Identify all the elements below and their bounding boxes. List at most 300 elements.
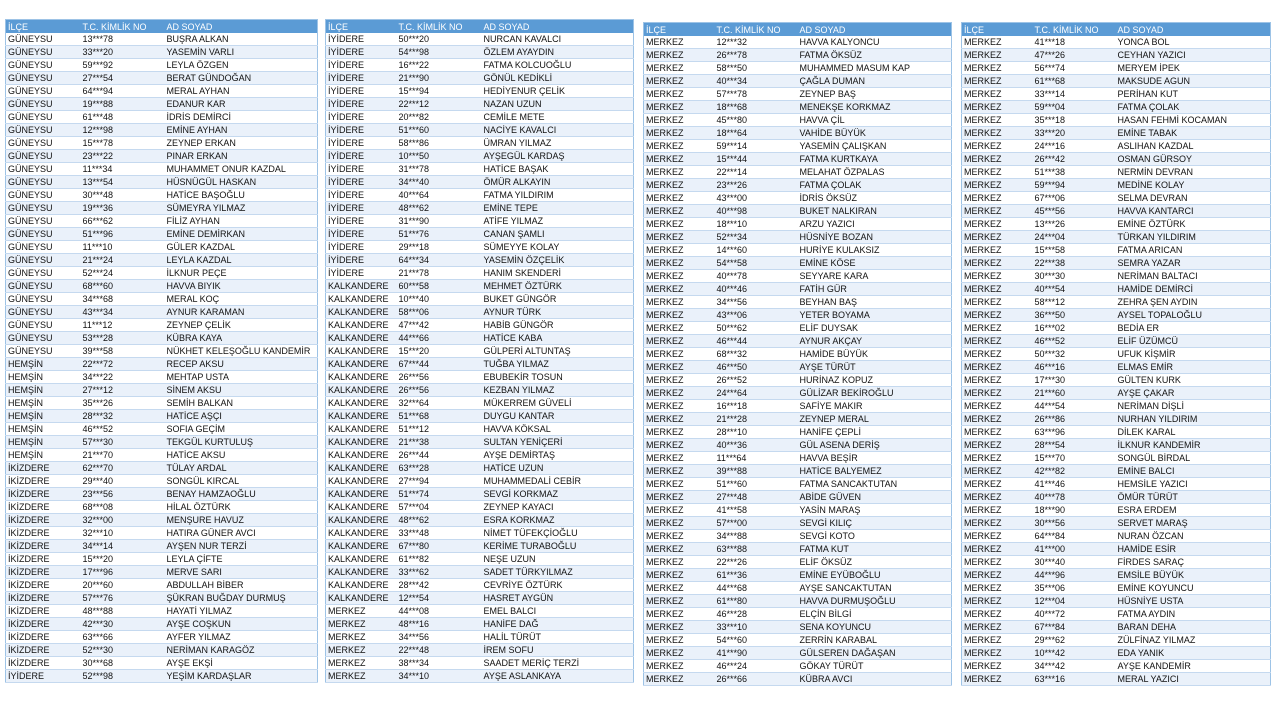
id-number-cell: 30***56 — [1033, 517, 1116, 530]
table-row — [962, 75, 1271, 88]
full-name-cell: CEMİLE METE — [482, 111, 634, 124]
district-cell: MERKEZ — [962, 465, 1033, 478]
table-row — [326, 306, 634, 319]
district-cell: MERKEZ — [962, 400, 1033, 413]
id-number-cell: 17***96 — [81, 566, 165, 579]
full-name-cell: NEŞE UZUN — [482, 553, 634, 566]
id-number-cell: 29***40 — [81, 475, 165, 488]
district-cell: GÜNEYSU — [6, 46, 81, 59]
full-name-cell: NAZAN UZUN — [482, 98, 634, 111]
district-cell: MERKEZ — [644, 244, 715, 257]
table-row — [6, 280, 318, 293]
table-row — [962, 478, 1271, 491]
district-cell: HEMŞİN — [6, 371, 81, 384]
table-row — [326, 436, 634, 449]
id-number-cell: 67***84 — [1033, 621, 1116, 634]
id-number-cell: 40***78 — [715, 270, 798, 283]
district-cell: MERKEZ — [644, 192, 715, 205]
district-cell: MERKEZ — [326, 644, 397, 657]
table-row — [326, 553, 634, 566]
district-cell: MERKEZ — [962, 244, 1033, 257]
table-row — [644, 270, 952, 283]
district-cell: MERKEZ — [644, 205, 715, 218]
district-cell: MERKEZ — [644, 257, 715, 270]
district-cell: MERKEZ — [644, 36, 715, 49]
district-cell: MERKEZ — [962, 309, 1033, 322]
id-number-cell: 40***64 — [397, 189, 482, 202]
table-panel-2 — [325, 19, 634, 683]
full-name-cell: MEHTAP USTA — [165, 371, 318, 384]
table-row — [962, 647, 1271, 660]
id-number-cell: 46***44 — [715, 335, 798, 348]
id-number-cell: 22***48 — [397, 644, 482, 657]
district-cell: KALKANDERE — [326, 462, 397, 475]
id-number-cell: 35***26 — [81, 397, 165, 410]
full-name-cell: ZÜLFİNAZ YILMAZ — [1116, 634, 1271, 647]
id-number-cell: 21***28 — [715, 413, 798, 426]
id-number-cell: 42***30 — [81, 618, 165, 631]
table-row — [326, 163, 634, 176]
table-row — [326, 358, 634, 371]
full-name-cell: HATİCE AŞÇI — [165, 410, 318, 423]
district-cell: GÜNEYSU — [6, 306, 81, 319]
full-name-cell: EDANUR KAR — [165, 98, 318, 111]
id-number-cell: 28***10 — [715, 426, 798, 439]
table-row — [6, 384, 318, 397]
table-row — [6, 241, 318, 254]
full-name-cell: ELMAS EMİR — [1116, 361, 1271, 374]
id-number-cell: 19***36 — [81, 202, 165, 215]
full-name-cell: SİNEM AKSU — [165, 384, 318, 397]
id-number-cell: 57***04 — [397, 501, 482, 514]
id-number-cell: 50***20 — [397, 33, 482, 46]
table-row — [644, 88, 952, 101]
id-number-cell: 64***34 — [397, 254, 482, 267]
id-number-cell: 15***94 — [397, 85, 482, 98]
id-number-cell: 26***78 — [715, 49, 798, 62]
id-number-cell: 24***04 — [1033, 231, 1116, 244]
id-number-cell: 13***54 — [81, 176, 165, 189]
id-number-cell: 51***12 — [397, 423, 482, 436]
table-row — [962, 530, 1271, 543]
district-cell: GÜNEYSU — [6, 319, 81, 332]
full-name-cell: İDRİS DEMİRCİ — [165, 111, 318, 124]
table-row — [6, 150, 318, 163]
full-name-cell: FATMA ÖKSÜZ — [798, 49, 952, 62]
id-number-cell: 67***44 — [397, 358, 482, 371]
district-cell: MERKEZ — [962, 205, 1033, 218]
table-row — [6, 371, 318, 384]
id-number-cell: 23***22 — [81, 150, 165, 163]
district-cell: MERKEZ — [326, 605, 397, 618]
district-cell: MERKEZ — [326, 657, 397, 670]
id-number-cell: 26***86 — [1033, 413, 1116, 426]
full-name-cell: HATİCE BAŞAK — [482, 163, 634, 176]
full-name-cell: EBUBEKİR TOSUN — [482, 371, 634, 384]
full-name-cell: EDA YANIK — [1116, 647, 1271, 660]
id-number-cell: 59***92 — [81, 59, 165, 72]
id-number-cell: 35***06 — [1033, 582, 1116, 595]
id-number-cell: 21***24 — [81, 254, 165, 267]
table-row — [326, 189, 634, 202]
district-cell: GÜNEYSU — [6, 98, 81, 111]
full-name-cell: HASRET AYGÜN — [482, 592, 634, 605]
table-row — [644, 517, 952, 530]
id-number-cell: 20***60 — [81, 579, 165, 592]
table-row — [962, 465, 1271, 478]
table-row — [962, 621, 1271, 634]
district-cell: GÜNEYSU — [6, 189, 81, 202]
id-number-cell: 30***30 — [1033, 270, 1116, 283]
table-row — [326, 462, 634, 475]
district-cell: MERKEZ — [962, 426, 1033, 439]
table-row — [326, 579, 634, 592]
id-number-cell: 34***56 — [715, 296, 798, 309]
id-number-cell: 58***50 — [715, 62, 798, 75]
table-row — [962, 439, 1271, 452]
district-cell: MERKEZ — [644, 504, 715, 517]
full-name-cell: AYŞE COŞKUN — [165, 618, 318, 631]
id-number-cell: 52***30 — [81, 644, 165, 657]
id-number-cell: 51***60 — [715, 478, 798, 491]
table-row — [644, 478, 952, 491]
full-name-cell: HASAN FEHMİ KOCAMAN — [1116, 114, 1271, 127]
id-number-cell: 22***38 — [1033, 257, 1116, 270]
table-row — [644, 491, 952, 504]
table-row — [326, 319, 634, 332]
id-number-cell: 33***20 — [81, 46, 165, 59]
id-number-cell: 39***58 — [81, 345, 165, 358]
table-row — [326, 410, 634, 423]
id-number-cell: 41***90 — [715, 647, 798, 660]
district-cell: MERKEZ — [962, 530, 1033, 543]
id-number-cell: 15***70 — [1033, 452, 1116, 465]
district-cell: MERKEZ — [962, 634, 1033, 647]
id-number-cell: 63***96 — [1033, 426, 1116, 439]
id-number-cell: 40***54 — [1033, 283, 1116, 296]
table-row — [6, 306, 318, 319]
id-number-cell: 46***24 — [715, 660, 798, 673]
id-number-cell: 40***46 — [715, 283, 798, 296]
district-cell: GÜNEYSU — [6, 215, 81, 228]
full-name-cell: BERAT GÜNDOĞAN — [165, 72, 318, 85]
table-row — [6, 514, 318, 527]
table-row — [6, 332, 318, 345]
district-cell: İKİZDERE — [6, 488, 81, 501]
full-name-cell: İLKNUR PEÇE — [165, 267, 318, 280]
district-cell: İYİDERE — [326, 228, 397, 241]
id-number-cell: 46***28 — [715, 608, 798, 621]
table-row — [644, 374, 952, 387]
table-row — [644, 49, 952, 62]
district-cell: MERKEZ — [326, 670, 397, 683]
table-row — [962, 153, 1271, 166]
table-row — [6, 163, 318, 176]
full-name-cell: YETER BOYAMA — [798, 309, 952, 322]
id-number-cell: 51***74 — [397, 488, 482, 501]
id-number-cell: 15***44 — [715, 153, 798, 166]
full-name-cell: PERİHAN KUT — [1116, 88, 1271, 101]
table-row — [6, 488, 318, 501]
table-row — [644, 543, 952, 556]
full-name-cell: SADET TÜRKYILMAZ — [482, 566, 634, 579]
id-number-cell: 50***62 — [715, 322, 798, 335]
full-name-cell: ASLIHAN KAZDAL — [1116, 140, 1271, 153]
district-cell: MERKEZ — [644, 166, 715, 179]
district-cell: MERKEZ — [962, 283, 1033, 296]
table-row — [962, 595, 1271, 608]
district-cell: İYİDERE — [326, 150, 397, 163]
district-cell: MERKEZ — [962, 257, 1033, 270]
district-cell: GÜNEYSU — [6, 176, 81, 189]
id-number-cell: 39***88 — [715, 465, 798, 478]
district-cell: MERKEZ — [962, 88, 1033, 101]
district-cell: KALKANDERE — [326, 358, 397, 371]
id-number-cell: 11***34 — [81, 163, 165, 176]
district-cell: KALKANDERE — [326, 280, 397, 293]
table-row — [962, 166, 1271, 179]
district-cell: İKİZDERE — [6, 618, 81, 631]
id-number-cell: 41***46 — [1033, 478, 1116, 491]
district-cell: İYİDERE — [6, 670, 81, 683]
id-number-cell: 57***76 — [81, 592, 165, 605]
district-cell: MERKEZ — [644, 322, 715, 335]
full-name-cell: AYNUR AKÇAY — [798, 335, 952, 348]
full-name-cell: FATMA ÇOLAK — [1116, 101, 1271, 114]
full-name-cell: HANİFE DAĞ — [482, 618, 634, 631]
id-number-cell: 30***40 — [1033, 556, 1116, 569]
full-name-cell: FATMA KOLCUOĞLU — [482, 59, 634, 72]
id-number-cell: 18***64 — [715, 127, 798, 140]
district-cell: GÜNEYSU — [6, 254, 81, 267]
district-cell: MERKEZ — [644, 569, 715, 582]
full-name-cell: HATİCE BAŞOĞLU — [165, 189, 318, 202]
table-row — [6, 33, 318, 46]
table-row — [962, 270, 1271, 283]
district-header: İLÇE — [326, 20, 397, 34]
full-name-cell: MAKSUDE AGUN — [1116, 75, 1271, 88]
full-name-cell: FATMA ÇOLAK — [798, 179, 952, 192]
full-name-cell: MUHAMMEDALİ CEBİR — [482, 475, 634, 488]
full-name-cell: HEMSİLE YAZICI — [1116, 478, 1271, 491]
full-name-cell: BUKET GÜNGÖR — [482, 293, 634, 306]
table-row — [6, 59, 318, 72]
full-name-cell: SELMA DEVRAN — [1116, 192, 1271, 205]
full-name-cell: HANIM SKENDERİ — [482, 267, 634, 280]
district-cell: MERKEZ — [644, 595, 715, 608]
district-cell: KALKANDERE — [326, 566, 397, 579]
full-name-cell: AYŞE ASLANKAYA — [482, 670, 634, 683]
full-name-cell: MERVE SARI — [165, 566, 318, 579]
full-name-cell: ÖZLEM AYAYDIN — [482, 46, 634, 59]
id-number-cell: 41***00 — [1033, 543, 1116, 556]
full-name-cell: HURİYE KULAKSIZ — [798, 244, 952, 257]
full-name-cell: ZEHRA ŞEN AYDIN — [1116, 296, 1271, 309]
id-number-cell: 43***00 — [715, 192, 798, 205]
district-cell: MERKEZ — [962, 62, 1033, 75]
id-number-cell: 48***16 — [397, 618, 482, 631]
table-row — [326, 527, 634, 540]
table-body — [6, 33, 318, 683]
id-number-cell: 29***62 — [1033, 634, 1116, 647]
table-row — [6, 566, 318, 579]
id-number-cell: 46***52 — [81, 423, 165, 436]
table-row — [962, 491, 1271, 504]
id-number-cell: 34***56 — [397, 631, 482, 644]
district-cell: MERKEZ — [962, 101, 1033, 114]
district-cell: KALKANDERE — [326, 371, 397, 384]
table-row — [326, 475, 634, 488]
district-cell: İYİDERE — [326, 137, 397, 150]
header-row — [962, 23, 1271, 37]
table-row — [962, 179, 1271, 192]
id-number-cell: 14***60 — [715, 244, 798, 257]
full-name-cell: ELİF DUYSAK — [798, 322, 952, 335]
table-row — [326, 384, 634, 397]
table-row — [326, 150, 634, 163]
table-row — [326, 98, 634, 111]
id-number-cell: 12***54 — [397, 592, 482, 605]
id-number-cell: 48***62 — [397, 514, 482, 527]
full-name-cell: GÜLER KAZDAL — [165, 241, 318, 254]
district-cell: MERKEZ — [962, 374, 1033, 387]
full-name-cell: LEYLA ÇİFTE — [165, 553, 318, 566]
table-row — [326, 267, 634, 280]
full-name-cell: MEDİNE KOLAY — [1116, 179, 1271, 192]
full-name-cell: FATMA KURTKAYA — [798, 153, 952, 166]
id-number-cell: 47***26 — [1033, 49, 1116, 62]
district-cell: MERKEZ — [962, 75, 1033, 88]
id-number-cell: 30***68 — [81, 657, 165, 670]
full-name-cell: NACİYE KAVALCI — [482, 124, 634, 137]
district-cell: MERKEZ — [644, 218, 715, 231]
full-name-cell: EMİNE EYÜBOĞLU — [798, 569, 952, 582]
full-name-cell: EMEL BALCI — [482, 605, 634, 618]
id-number-cell: 31***78 — [397, 163, 482, 176]
id-number-cell: 10***40 — [397, 293, 482, 306]
district-cell: GÜNEYSU — [6, 150, 81, 163]
id-number-cell: 50***32 — [1033, 348, 1116, 361]
table-row — [644, 634, 952, 647]
table-row — [326, 345, 634, 358]
full-name-cell: HAVVA KÖKSAL — [482, 423, 634, 436]
district-cell: MERKEZ — [962, 660, 1033, 673]
district-cell: MERKEZ — [644, 530, 715, 543]
table-row — [326, 514, 634, 527]
district-cell: MERKEZ — [644, 140, 715, 153]
table-row — [326, 644, 634, 657]
id-number-cell: 21***38 — [397, 436, 482, 449]
id-number-cell: 13***26 — [1033, 218, 1116, 231]
full-name-cell: ABİDE GÜVEN — [798, 491, 952, 504]
district-cell: MERKEZ — [644, 348, 715, 361]
full-name-cell: FATMA AYDIN — [1116, 608, 1271, 621]
id-number-cell: 28***42 — [397, 579, 482, 592]
table-row — [962, 348, 1271, 361]
table-row — [962, 374, 1271, 387]
table-row — [326, 124, 634, 137]
full-name-header: AD SOYAD — [482, 20, 634, 34]
table-row — [644, 660, 952, 673]
district-cell: KALKANDERE — [326, 293, 397, 306]
full-name-header: AD SOYAD — [165, 20, 318, 34]
full-name-cell: FATMA SANCAKTUTAN — [798, 478, 952, 491]
district-cell: MERKEZ — [644, 478, 715, 491]
district-header: İLÇE — [644, 23, 715, 37]
table-row — [962, 140, 1271, 153]
district-cell: GÜNEYSU — [6, 293, 81, 306]
id-number-cell: 48***88 — [81, 605, 165, 618]
full-name-cell: MERYEM İPEK — [1116, 62, 1271, 75]
id-number-cell: 62***70 — [81, 462, 165, 475]
table-row — [326, 371, 634, 384]
district-cell: GÜNEYSU — [6, 267, 81, 280]
district-cell: GÜNEYSU — [6, 228, 81, 241]
full-name-cell: HATİCE UZUN — [482, 462, 634, 475]
table-row — [644, 647, 952, 660]
table-row — [6, 267, 318, 280]
full-name-cell: KEZBAN YILMAZ — [482, 384, 634, 397]
id-number-cell: 57***30 — [81, 436, 165, 449]
full-name-cell: NERİMAN KARAGÖZ — [165, 644, 318, 657]
table-panel-3 — [643, 22, 952, 686]
id-number-cell: 46***16 — [1033, 361, 1116, 374]
full-name-cell: ATİFE YILMAZ — [482, 215, 634, 228]
table-row — [644, 413, 952, 426]
table-row — [326, 241, 634, 254]
district-cell: MERKEZ — [644, 517, 715, 530]
table-row — [6, 137, 318, 150]
id-number-cell: 22***72 — [81, 358, 165, 371]
id-number-cell: 63***28 — [397, 462, 482, 475]
table-row — [962, 114, 1271, 127]
table-row — [6, 410, 318, 423]
id-number-header: T.C. KİMLİK NO — [397, 20, 482, 34]
district-cell: İYİDERE — [326, 189, 397, 202]
id-number-cell: 61***82 — [397, 553, 482, 566]
table-row — [6, 319, 318, 332]
table-row — [962, 257, 1271, 270]
district-cell: İYİDERE — [326, 241, 397, 254]
district-cell: KALKANDERE — [326, 345, 397, 358]
table-row — [962, 660, 1271, 673]
district-cell: KALKANDERE — [326, 449, 397, 462]
table-row — [6, 358, 318, 371]
id-number-cell: 68***60 — [81, 280, 165, 293]
table-row — [962, 88, 1271, 101]
full-name-cell: HAVVA KALYONCU — [798, 36, 952, 49]
district-cell: MERKEZ — [962, 49, 1033, 62]
full-name-cell: ŞÜKRAN BUĞDAY DURMUŞ — [165, 592, 318, 605]
district-cell: GÜNEYSU — [6, 111, 81, 124]
district-cell: KALKANDERE — [326, 306, 397, 319]
district-cell: KALKANDERE — [326, 384, 397, 397]
district-cell: MERKEZ — [644, 621, 715, 634]
full-name-cell: TÜRKAN YILDIRIM — [1116, 231, 1271, 244]
id-number-cell: 36***50 — [1033, 309, 1116, 322]
full-name-cell: ÜMRAN YILMAZ — [482, 137, 634, 150]
table-row — [6, 85, 318, 98]
id-number-cell: 34***88 — [715, 530, 798, 543]
table-row — [962, 127, 1271, 140]
id-number-cell: 60***58 — [397, 280, 482, 293]
district-cell: MERKEZ — [644, 400, 715, 413]
district-cell: MERKEZ — [644, 231, 715, 244]
district-cell: MERKEZ — [962, 647, 1033, 660]
id-number-cell: 30***48 — [81, 189, 165, 202]
full-name-cell: SULTAN YENİÇERİ — [482, 436, 634, 449]
id-number-cell: 34***10 — [397, 670, 482, 683]
